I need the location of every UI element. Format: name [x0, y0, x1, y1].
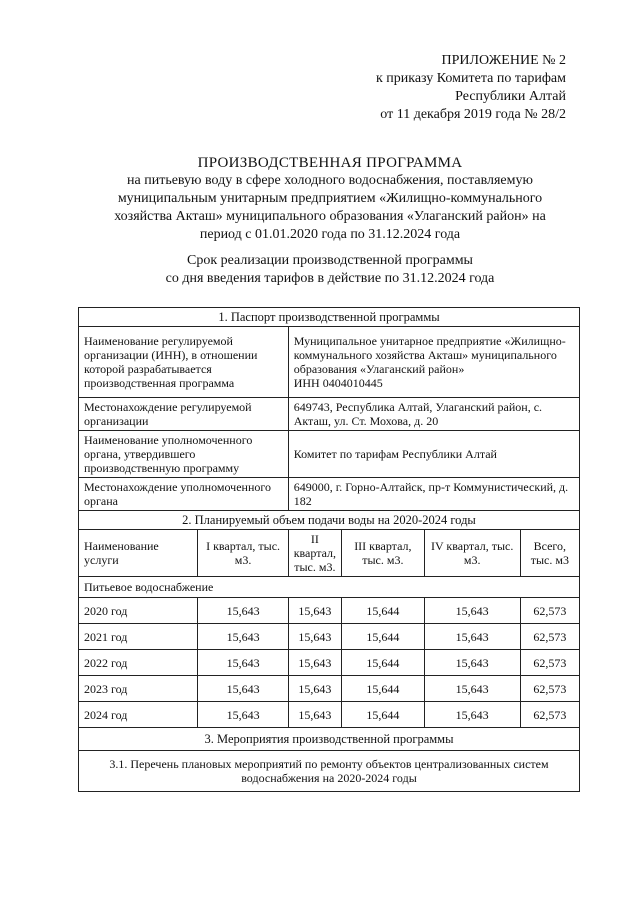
q1-cell: 15,643: [198, 598, 288, 624]
q3-cell: 15,644: [342, 650, 425, 676]
section-3-header: [79, 728, 580, 751]
section-1-title: 1. Паспорт производственной программы: [79, 308, 580, 327]
appendix-republic: Республики Алтай: [455, 89, 566, 104]
appendix-number: ПРИЛОЖЕНИЕ № 2: [441, 53, 566, 68]
passport-label: Наименование регулируемой организации (ИНН), в отношении которой разрабатывается производственная программа: [79, 327, 289, 398]
total-cell: 62,573: [520, 624, 579, 650]
program-table: [78, 307, 580, 792]
q3-cell: 15,644: [342, 676, 425, 702]
header-q2: II квартал, тыс. м3.: [288, 530, 341, 577]
total-cell: 62,573: [520, 598, 579, 624]
passport-label: Местонахождение уполномоченного органа: [79, 478, 289, 511]
volume-table-header: [79, 530, 580, 577]
q2-cell: 15,643: [288, 702, 341, 728]
section-3-subtitle: 3.1. Перечень плановых мероприятий по ремонту объектов централизованных систем водоснабжения на 2020-2024 годы: [79, 751, 580, 792]
q2-cell: 15,643: [288, 676, 341, 702]
title-line-2: муниципальным унитарным предприятием «Жилищно-коммунального: [117, 191, 543, 206]
q3-cell: 15,644: [342, 598, 425, 624]
passport-value: Комитет по тарифам Республики Алтай: [288, 431, 579, 478]
section-3-title: 3. Мероприятия производственной программы: [79, 728, 580, 751]
title-main: ПРОИЗВОДСТВЕННАЯ ПРОГРАММА: [197, 155, 463, 171]
passport-value: 649743, Республика Алтай, Улаганский район, с. Акташ, ул. Ст. Мохова, д. 20: [288, 398, 579, 431]
total-cell: 62,573: [520, 650, 579, 676]
q1-cell: 15,643: [198, 650, 288, 676]
section-1-header: [79, 308, 580, 327]
q4-cell: 15,643: [424, 650, 520, 676]
q4-cell: 15,643: [424, 702, 520, 728]
title-line-3: хозяйства Акташ» муниципального образования «Улаганский район» на: [114, 209, 546, 224]
header-q4: IV квартал, тыс. м3.: [424, 530, 520, 577]
passport-row-authority-location: [79, 478, 580, 511]
q2-cell: 15,643: [288, 650, 341, 676]
table-row: [79, 676, 580, 702]
year-cell: 2020 год: [79, 598, 198, 624]
passport-value: 649000, г. Горно-Алтайск, пр-т Коммунистический, д. 182: [288, 478, 579, 511]
organization-inn: ИНН 0404010445: [293, 376, 383, 390]
appendix-order-ref: к приказу Комитета по тарифам: [375, 71, 566, 86]
group-drinking-water: Питьевое водоснабжение: [79, 577, 580, 598]
header-q3: III квартал, тыс. м3.: [342, 530, 425, 577]
table-row: [79, 702, 580, 728]
total-cell: 62,573: [520, 676, 579, 702]
year-cell: 2021 год: [79, 624, 198, 650]
q1-cell: 15,643: [198, 676, 288, 702]
year-cell: 2023 год: [79, 676, 198, 702]
title-line-1: на питьевую воду в сфере холодного водоснабжения, поставляемую: [127, 173, 533, 188]
passport-row-authority: [79, 431, 580, 478]
section-3-subheader: [79, 751, 580, 792]
year-cell: 2024 год: [79, 702, 198, 728]
q3-cell: 15,644: [342, 702, 425, 728]
period-line-2: со дня введения тарифов в действие по 31.12.2024 года: [165, 271, 495, 286]
passport-row-organization: [79, 327, 580, 398]
organization-name: Муниципальное унитарное предприятие «Жилищно-коммунального хозяйства Акташ» муниципального образования «Улаганский район»: [293, 334, 566, 376]
passport-label: Местонахождение регулируемой организации: [79, 398, 289, 431]
passport-value: [288, 327, 579, 398]
table-row: [79, 650, 580, 676]
period-line-1: Срок реализации производственной программы: [187, 253, 473, 268]
document-title: [80, 154, 580, 244]
passport-label: Наименование уполномоченного органа, утвердившего производственную программу: [79, 431, 289, 478]
q1-cell: 15,643: [198, 624, 288, 650]
q4-cell: 15,643: [424, 676, 520, 702]
section-2-header: [79, 511, 580, 530]
q4-cell: 15,643: [424, 598, 520, 624]
header-total: Всего, тыс. м3: [520, 530, 579, 577]
q2-cell: 15,643: [288, 624, 341, 650]
title-line-4: период с 01.01.2020 года по 31.12.2024 года: [199, 227, 461, 242]
q3-cell: 15,644: [342, 624, 425, 650]
appendix-header: [306, 52, 566, 124]
header-q1: I квартал, тыс. м3.: [198, 530, 288, 577]
section-2-title: 2. Планируемый объем подачи воды на 2020-2024 годы: [79, 511, 580, 530]
group-row: [79, 577, 580, 598]
appendix-date: от 11 декабря 2019 года № 28/2: [380, 107, 566, 122]
table-row: [79, 624, 580, 650]
q2-cell: 15,643: [288, 598, 341, 624]
total-cell: 62,573: [520, 702, 579, 728]
header-service: Наименование услуги: [79, 530, 198, 577]
table-row: [79, 598, 580, 624]
implementation-period: [80, 252, 580, 288]
year-cell: 2022 год: [79, 650, 198, 676]
passport-row-location: [79, 398, 580, 431]
q1-cell: 15,643: [198, 702, 288, 728]
q4-cell: 15,643: [424, 624, 520, 650]
